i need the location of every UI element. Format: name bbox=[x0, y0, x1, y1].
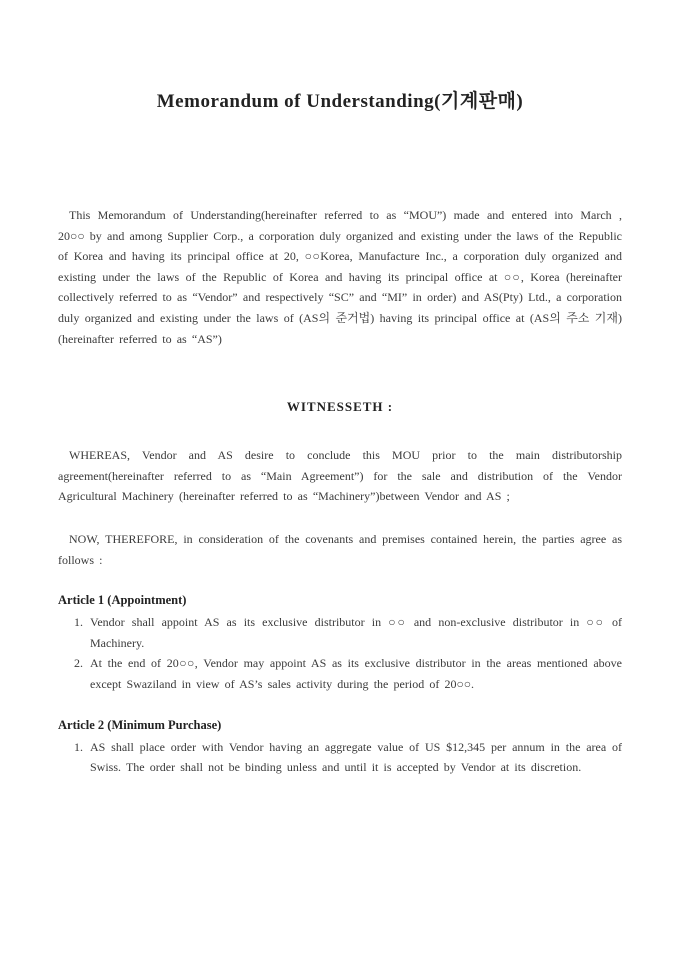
article-2-item-1: AS shall place order with Vendor having an aggregate value of US $12,345 per annum in the area of Swiss. The order shall not be binding unless and until it is accepted by Vendor at its discretion. bbox=[90, 739, 622, 775]
document-title: Memorandum of Understanding(기계판매) bbox=[156, 91, 524, 112]
now-therefore-paragraph: NOW, THEREFORE, in consideration of the covenants and premises contained herein, the parties agree as follows : bbox=[58, 531, 622, 567]
article-2-section bbox=[58, 715, 622, 778]
article-2-heading: Article 2 (Minimum Purchase) bbox=[58, 717, 222, 732]
article-1-item-1: Vendor shall appoint AS as its exclusive distributor in ○○ and non-exclusive distributor in ○○ of Machinery. bbox=[90, 615, 622, 650]
whereas-paragraph: WHEREAS, Vendor and AS desire to conclude this MOU prior to the main distributorship agreement(hereinafter referred to as “Main Agreement”) for the sale and distribution of the Vendor Agricultural Machinery (hereinafter referred to as “Machinery”)between Vendor and AS ; bbox=[58, 448, 622, 504]
article-1-item-2: At the end of 20○○, Vendor may appoint AS as its exclusive distributor in the areas mentioned above except Swaziland in view of AS’s sales activity during the period of 20○○. bbox=[90, 656, 622, 691]
intro-paragraph: This Memorandum of Understanding(hereinafter referred to as “MOU”) made and entered into March , 20○○ by and among Supplier Corp., a corporation duly organized and existing under the laws of the Republic of Korea and having its principal office at 20, ○○Korea, Manufacture Inc., a corporation duly organized and existing under the laws of the Republic of Korea and having its principal office at ○○, Korea (hereinafter collectively referred to as “Vendor” and respectively “SC” and “MI” in order) and AS(Pty) Ltd., a corporation duly organized and existing under the laws of (AS의 준거법) having its principal office at (AS의 주소 기재) (hereinafter referred to as “AS”) bbox=[58, 208, 622, 346]
article-1-section bbox=[58, 590, 622, 694]
article-1-heading: Article 1 (Appointment) bbox=[58, 593, 187, 608]
article-1-item-list bbox=[58, 612, 622, 694]
article-2-item-list bbox=[58, 737, 622, 778]
witnesseth-heading: WITNESSETH : bbox=[286, 399, 394, 415]
